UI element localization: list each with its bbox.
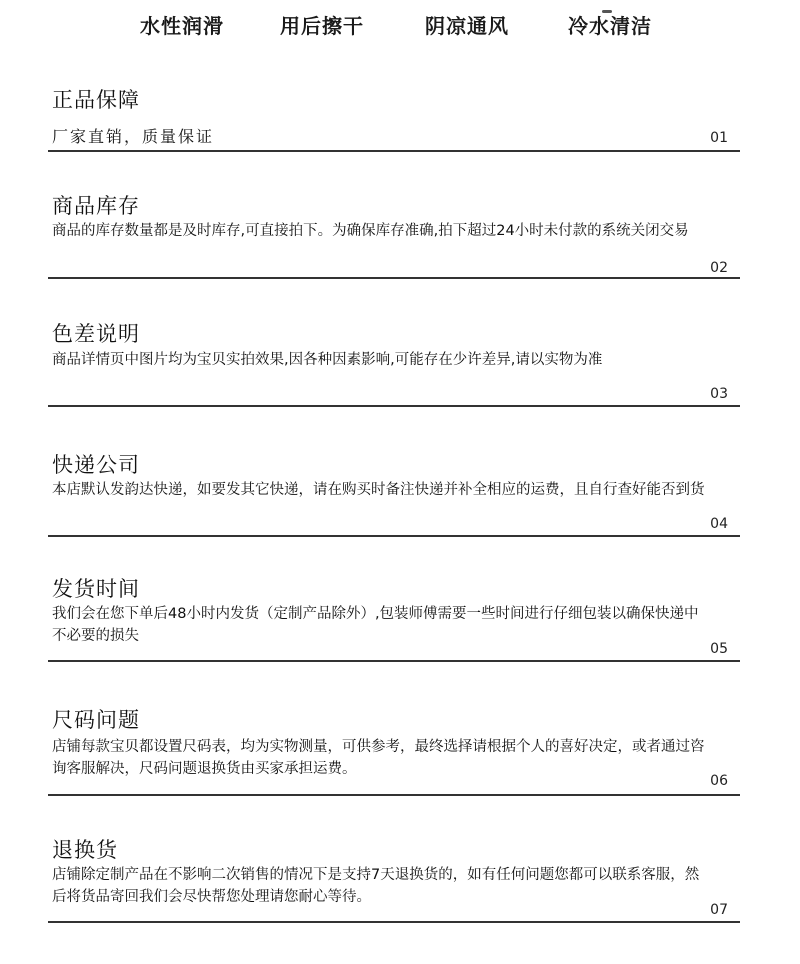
section-title: 快递公司 [52, 453, 140, 477]
section-divider [48, 277, 740, 279]
section-number: 03 [710, 386, 728, 402]
section-title: 色差说明 [52, 322, 140, 346]
care-tip: 冷水清洁 [568, 14, 652, 38]
section-title: 正品保障 [52, 88, 140, 112]
section-title: 尺码问题 [52, 708, 140, 732]
section-title: 发货时间 [52, 577, 140, 601]
section-body: 厂家直销，质量保证 [52, 127, 215, 146]
section-divider [48, 921, 740, 923]
section-number: 07 [710, 902, 728, 918]
section-number: 01 [710, 130, 728, 146]
section-divider [48, 150, 740, 152]
section-title: 退换货 [52, 838, 118, 862]
care-tip: 阴凉通风 [425, 14, 509, 38]
section-stock [52, 190, 740, 282]
section-body: 商品详情页中图片均为宝贝实拍效果,因各种因素影响,可能存在少许差异,请以实物为准 [52, 352, 603, 368]
section-color-difference [52, 318, 740, 410]
section-divider [48, 660, 740, 662]
section-body: 商品的库存数量都是及时库存,可直接拍下。为确保库存准确,拍下超过24小时未付款的系统关闭交易 [52, 223, 689, 239]
section-title: 商品库存 [52, 194, 140, 218]
section-body: 店铺每款宝贝都设置尺码表，均为实物测量，可供参考，最终选择请根据个人的喜好决定，或者通过咨询客服解决，尺码问题退换货由买家承担运费。 [52, 739, 705, 777]
care-tips-row [0, 10, 800, 38]
section-genuine-guarantee [52, 84, 740, 154]
section-body: 我们会在您下单后48小时内发货（定制产品除外）,包装师傅需要一些时间进行仔细包装以确保快递中不必要的损失 [52, 606, 699, 644]
section-divider [48, 405, 740, 407]
decorative-mark [602, 10, 612, 13]
section-returns [52, 834, 740, 934]
care-tip: 水性润滑 [140, 14, 224, 38]
care-tip: 用后擦干 [280, 14, 364, 38]
section-body: 本店默认发韵达快递，如要发其它快递，请在购买时备注快递并补全相应的运费，且自行查好能否到货 [52, 482, 705, 498]
section-number: 06 [710, 773, 728, 789]
section-divider [48, 794, 740, 796]
section-number: 05 [710, 641, 728, 657]
section-number: 04 [710, 516, 728, 532]
section-number: 02 [710, 260, 728, 276]
section-body: 店铺除定制产品在不影响二次销售的情况下是支持7天退换货的，如有任何问题您都可以联系客服，然后将货品寄回我们会尽快帮您处理请您耐心等待。 [52, 867, 700, 905]
section-shipping-time [52, 573, 740, 665]
section-divider [48, 535, 740, 537]
section-size [52, 704, 740, 800]
section-courier [52, 449, 740, 541]
